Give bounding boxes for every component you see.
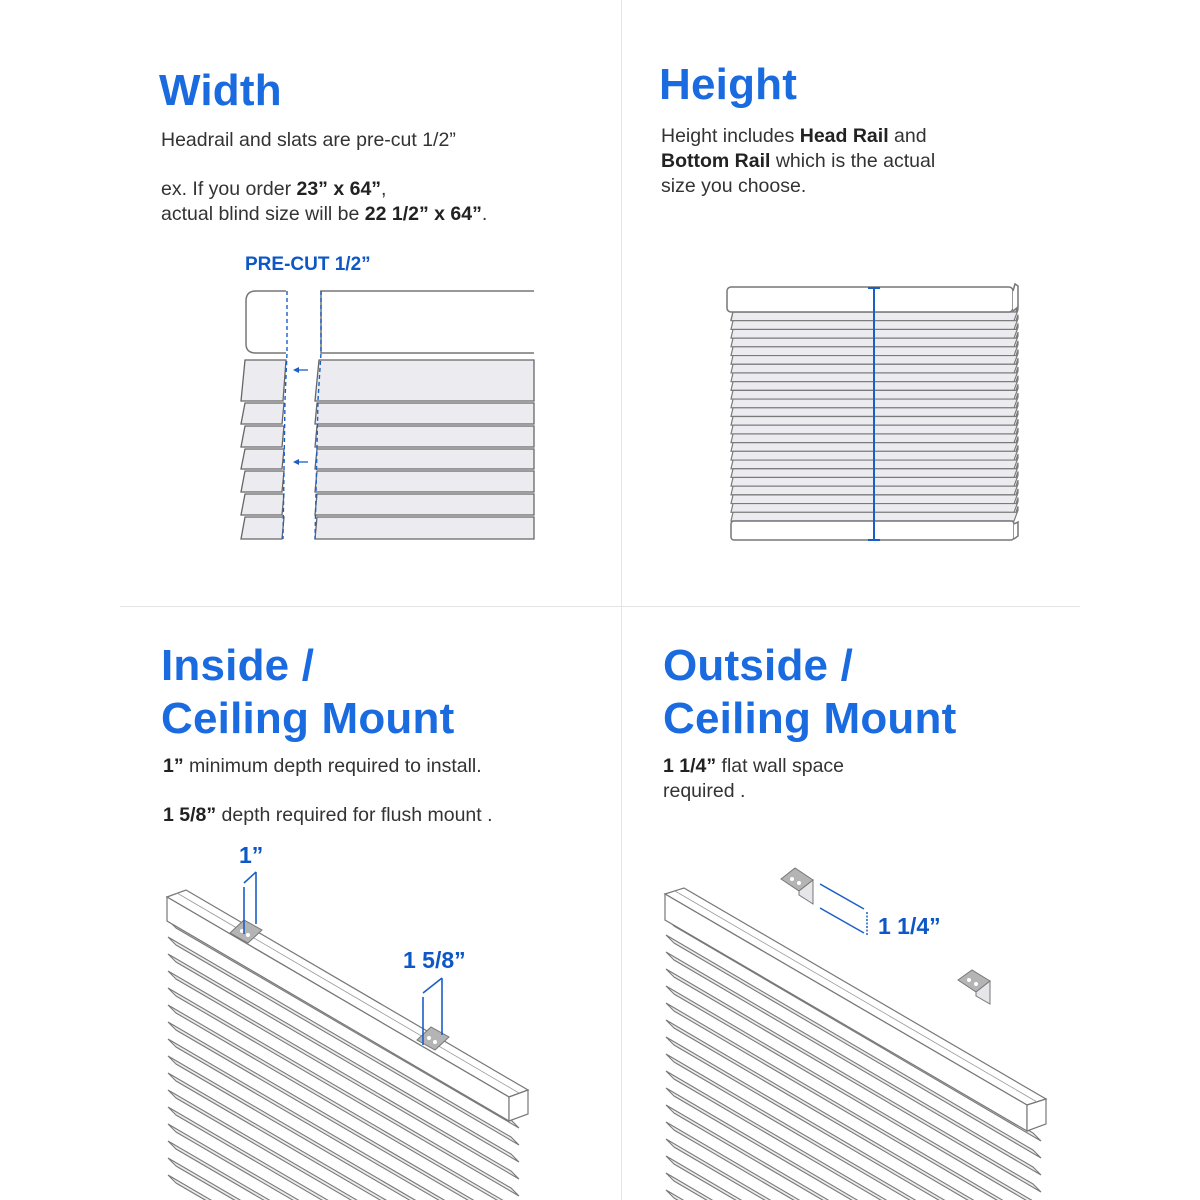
actual-size: 22 1/2” x 64” xyxy=(364,203,482,225)
head-rail-term: Head Rail xyxy=(799,125,889,147)
outside-headrail xyxy=(665,888,1046,1131)
inside-mount-title: Inside / Ceiling Mount xyxy=(161,641,455,743)
width-example-line: ex. If you order 23” x 64”, xyxy=(161,178,387,200)
height-description: Height includes Head Rail and Bottom Rail which is the actual size you choose. xyxy=(661,125,936,197)
width-title: Width xyxy=(159,66,282,115)
outside-dim-1-1-4in: 1 1/4” xyxy=(878,913,941,939)
precut-label: PRE-CUT 1/2” xyxy=(245,254,371,275)
outside-mount-title: Outside / Ceiling Mount xyxy=(663,641,957,743)
width-actual-line: actual blind size will be 22 1/2” x 64”. xyxy=(161,203,488,225)
height-title: Height xyxy=(659,60,798,109)
width-line1: Headrail and slats are pre-cut 1/2” xyxy=(161,129,456,151)
outside-dimension-lines xyxy=(820,884,867,935)
inside-dim-1in: 1” xyxy=(239,842,264,868)
outside-mount-description: 1 1/4” flat wall space required . xyxy=(663,755,845,802)
order-size: 23” x 64” xyxy=(296,178,382,200)
inside-dim-1-5-8in: 1 5/8” xyxy=(403,947,466,973)
inside-mount-description: 1” minimum depth required to install. 1 5/8” depth required for flush mount . xyxy=(163,755,493,826)
bottom-rail-term: Bottom Rail xyxy=(661,150,771,172)
